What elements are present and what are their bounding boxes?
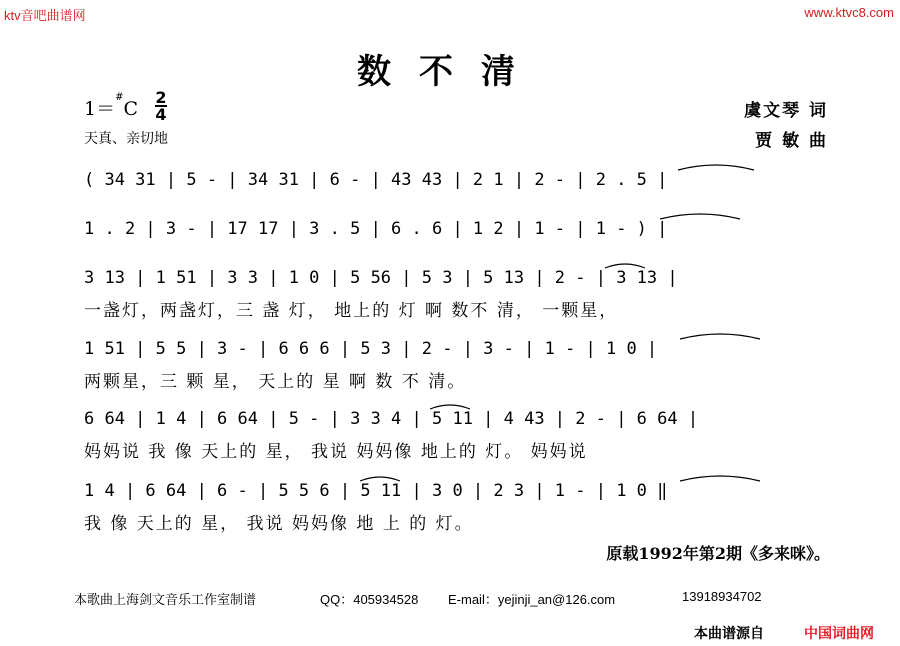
lyric-line-4: 我 像 天上的 星， 我说 妈妈像 地 上 的 灯。 — [84, 514, 474, 534]
notation-line-1: ( 34 31 | 5 - | 34 31 | 6 - | 43 43 | 2 1 | 2 - | 2 . 5 | — [84, 170, 668, 190]
key-note: C — [123, 98, 139, 120]
tempo-marking: 天真、亲切地 — [84, 131, 168, 147]
tie-arc — [660, 214, 740, 219]
tie-arc — [680, 334, 760, 339]
slur-arc — [430, 405, 470, 409]
lyric-line-3: 妈妈说 我 像 天上的 星， 我说 妈妈像 地上的 灯。 妈妈说 — [84, 442, 588, 462]
lyric-line-1: 一盏灯，两盏灯，三 盏 灯， 地上的 灯 啊 数不 清， 一颗星， — [84, 301, 619, 321]
lyric-line-2: 两颗星，三 颗 星， 天上的 星 啊 数 不 清。 — [84, 372, 467, 392]
notation-line-4: 1 51 | 5 5 | 3 - | 6 6 6 | 5 3 | 2 - | 3 - | 1 - | 1 0 | — [84, 339, 658, 359]
key-prefix: 1＝ — [84, 98, 116, 120]
footer-email: E-mail：yejinji_an@126.com — [448, 592, 616, 607]
notation-line-5: 6 64 | 1 4 | 6 64 | 5 - | 3 3 4 | 5 11 | 4 43 | 2 - | 6 64 | — [84, 409, 699, 429]
source-note: 原载1992年第2期《多来咪》。 — [606, 544, 830, 563]
time-top: 2 — [155, 88, 167, 107]
footer-qq: QQ：405934528 — [320, 592, 419, 607]
slur-arc — [360, 477, 400, 481]
footer-phone: 13918934702 — [682, 589, 762, 604]
notation-line-3: 3 13 | 1 51 | 3 3 | 1 0 | 5 56 | 5 3 | 5 13 | 2 - | 3 13 | — [84, 268, 678, 288]
song-title: 数不清 — [357, 52, 543, 92]
lyricist-credit: 虞文琴 词 — [744, 101, 828, 121]
watermark-right: www.ktvc8.com — [804, 5, 894, 20]
tie-arc — [678, 165, 754, 170]
slur-arc — [605, 264, 645, 268]
notation-line-2: 1 . 2 | 3 - | 17 17 | 3 . 5 | 6 . 6 | 1 2 | 1 - | 1 - ) | — [84, 219, 668, 239]
footer-origin-site[interactable]: 中国词曲网 — [804, 626, 874, 642]
watermark-left: ktv音吧曲谱网 — [4, 8, 86, 23]
tie-arc — [680, 476, 760, 481]
footer-studio: 本歌曲上海剑文音乐工作室制谱 — [74, 592, 257, 607]
time-bottom: 4 — [155, 105, 167, 124]
notation-line-6: 1 4 | 6 64 | 6 - | 5 5 6 | 5 11 | 3 0 | 2 3 | 1 - | 1 0 ‖ — [84, 481, 668, 501]
composer-credit: 贾 敏 曲 — [755, 131, 828, 151]
footer-origin-label: 本曲谱源自 — [694, 626, 764, 642]
key-sharp: # — [115, 92, 124, 103]
